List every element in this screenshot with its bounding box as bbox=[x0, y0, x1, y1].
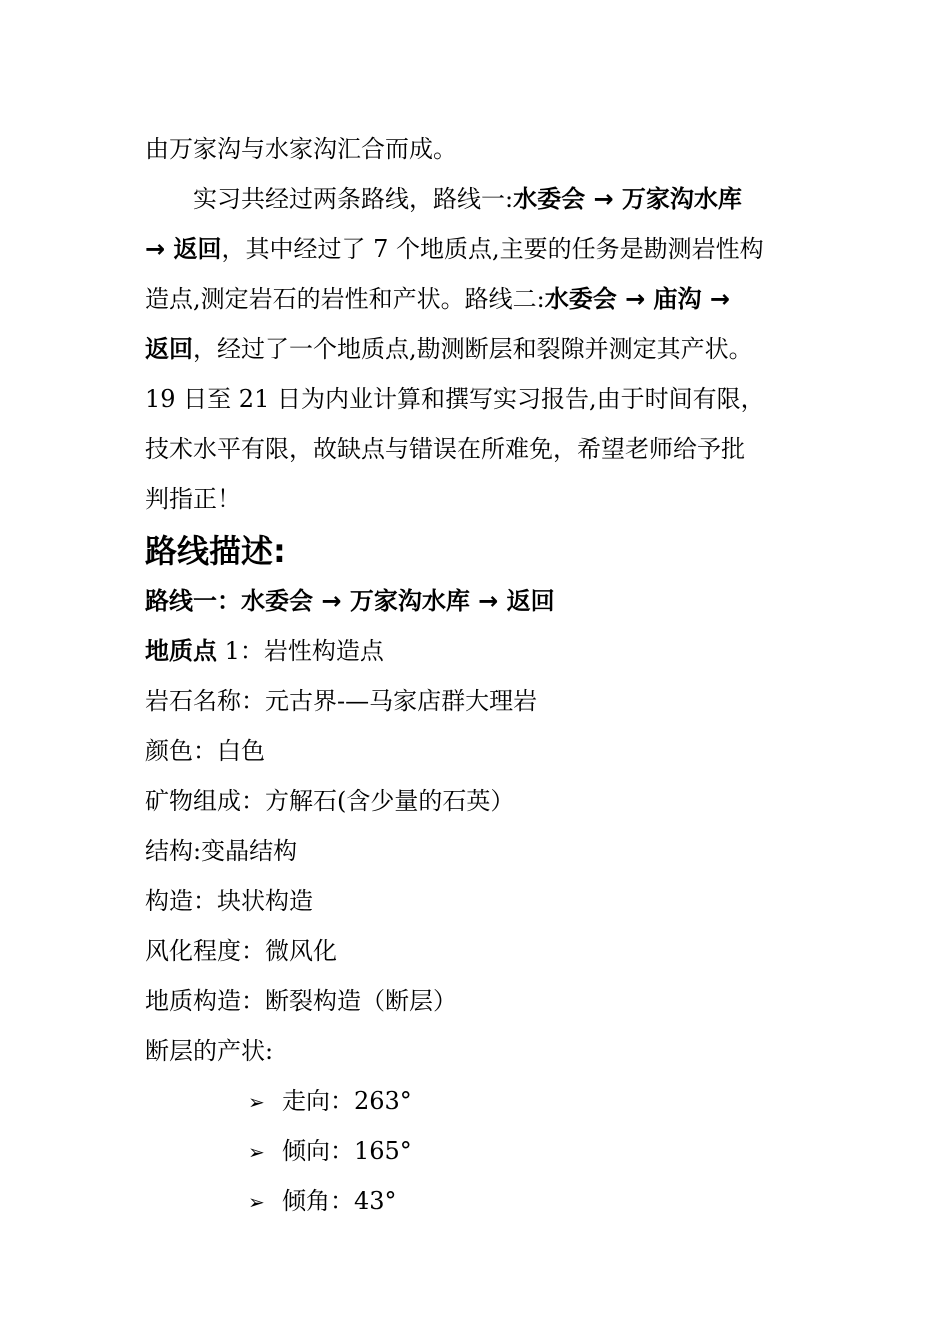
text: ，其中经过了 7 个地质点,主要的任务是勘测岩性构 bbox=[221, 235, 764, 263]
text: 实习共经过两条路线，路线一: bbox=[193, 185, 514, 213]
arrow-bullet-icon: ➢ bbox=[248, 1140, 265, 1164]
geo-point-line bbox=[145, 626, 815, 676]
intro-paragraph-line-3 bbox=[145, 274, 815, 324]
rock-name: 岩石名称：元古界-—马家店群大理岩 bbox=[145, 687, 538, 715]
rock-texture: 结构:变晶结构 bbox=[145, 837, 298, 865]
intro-paragraph-line-6: 技术水平有限，故缺点与错误在所难免，希望老师给予批 bbox=[145, 435, 745, 463]
route-2-inline-end: 返回 bbox=[145, 335, 193, 363]
bullet-text: 倾角：43° bbox=[282, 1187, 397, 1215]
rock-color: 颜色：白色 bbox=[145, 737, 265, 765]
fault-attitude-label: 断层的产状: bbox=[145, 1037, 274, 1065]
bullet-text: 倾向：165° bbox=[282, 1137, 412, 1165]
rock-structure: 构造：块状构造 bbox=[145, 887, 313, 915]
bullet-dip-angle bbox=[145, 1176, 815, 1226]
intro-paragraph-line-2 bbox=[145, 224, 815, 274]
geo-point-label: 地质点 bbox=[145, 637, 217, 665]
intro-paragraph-line-7: 判指正！ bbox=[145, 485, 241, 513]
arrow-bullet-icon: ➢ bbox=[248, 1090, 265, 1114]
intro-paragraph-line-4 bbox=[145, 324, 815, 374]
weathering-degree: 风化程度：微风化 bbox=[145, 937, 337, 965]
intro-paragraph-line-1 bbox=[145, 174, 815, 224]
intro-paragraph-line-5: 19 日至 21 日为内业计算和撰写实习报告,由于时间有限， bbox=[145, 385, 765, 413]
route-title: 路线一：水委会 → 万家沟水库 → 返回 bbox=[145, 587, 555, 615]
intro-line-1: 由万家沟与水家沟汇合而成。 bbox=[145, 135, 457, 163]
bullet-text: 走向：263° bbox=[282, 1087, 412, 1115]
text: ，经过了一个地质点,勘测断层和裂隙并测定其产状。 bbox=[193, 335, 753, 363]
route-2-inline: 水委会 → 庙沟 → bbox=[544, 285, 731, 313]
bullet-dip-direction bbox=[145, 1126, 815, 1176]
geologic-structure: 地质构造：断裂构造（断层） bbox=[145, 987, 457, 1015]
document-page bbox=[145, 124, 815, 1226]
geo-point-value: 1：岩性构造点 bbox=[217, 637, 384, 665]
section-heading: 路线描述: bbox=[145, 532, 286, 570]
route-1-inline: 水委会 → 万家沟水库 bbox=[513, 185, 742, 213]
route-1-inline-end: → 返回 bbox=[145, 235, 222, 263]
bullet-strike bbox=[145, 1076, 815, 1126]
mineral-composition: 矿物组成：方解石(含少量的石英） bbox=[145, 787, 515, 815]
text: 造点,测定岩石的岩性和产状。路线二: bbox=[145, 285, 545, 313]
arrow-bullet-icon: ➢ bbox=[248, 1190, 265, 1214]
